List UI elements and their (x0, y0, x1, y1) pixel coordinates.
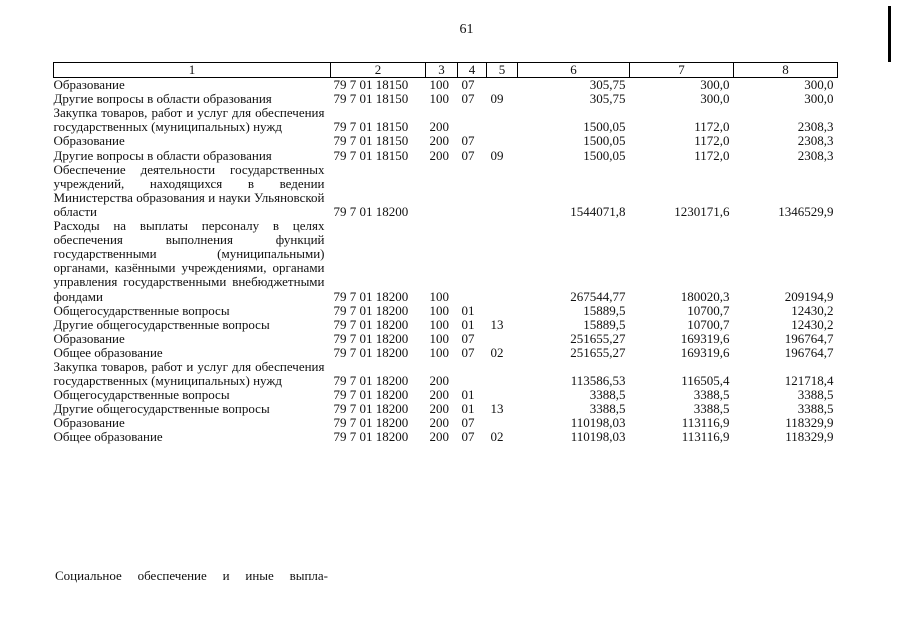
section-code: 07 (461, 415, 475, 431)
target-code: 79 7 01 18150 (333, 91, 409, 107)
item-name: Образование (53, 133, 125, 149)
target-code: 79 7 01 18200 (333, 401, 409, 417)
column-header: 3 (426, 63, 458, 78)
amount-col8: 1346529,9 (778, 203, 834, 219)
target-code: 79 7 01 18200 (333, 330, 409, 346)
amount-col6: 305,75 (589, 77, 626, 93)
item-name: Образование (53, 77, 125, 93)
item-name: Закупка товаров, работ и услуг для обеспечения государственных (муниципальных) нужд (53, 358, 325, 389)
item-name: Другие общегосударственные вопросы (53, 401, 270, 417)
table-row (54, 332, 838, 346)
table-row (54, 78, 838, 93)
item-name: Другие вопросы в области образования (53, 91, 272, 107)
target-code: 79 7 01 18200 (333, 344, 409, 360)
amount-col6: 1500,05 (583, 119, 626, 135)
target-code: 79 7 01 18200 (333, 387, 409, 403)
section-code (458, 360, 487, 388)
table-row (54, 219, 838, 304)
subsection-code: 09 (490, 91, 504, 107)
amount-col7: 1172,0 (694, 119, 730, 135)
budget-table (53, 62, 838, 445)
column-header: 1 (54, 63, 331, 78)
subsection-code (487, 163, 518, 219)
item-name: Общегосударственные вопросы (53, 387, 230, 403)
page-number: 61 (459, 22, 474, 37)
trailing-text: Социальное обеспечение и иные выпла- (55, 568, 328, 583)
expense-type: 100 (429, 302, 449, 318)
column-header: 4 (458, 63, 487, 78)
target-code: 79 7 01 18200 (333, 316, 409, 332)
amount-col7: 1172,0 (694, 147, 730, 163)
amount-col6: 1500,05 (583, 133, 626, 149)
amount-col8: 209194,9 (784, 288, 834, 304)
subsection-code: 02 (490, 429, 504, 445)
section-code: 01 (461, 387, 475, 403)
expense-type: 100 (429, 316, 449, 332)
target-code: 79 7 01 18200 (333, 203, 409, 219)
amount-col7: 3388,5 (693, 401, 730, 417)
table-row (54, 360, 838, 388)
amount-col6: 110198,03 (570, 415, 626, 431)
subsection-code: 13 (490, 316, 504, 332)
target-code: 79 7 01 18200 (333, 302, 409, 318)
target-code: 79 7 01 18200 (333, 415, 409, 431)
section-code: 07 (461, 147, 475, 163)
target-code: 79 7 01 18200 (333, 373, 409, 389)
item-name: Расходы на выплаты персоналу в целях обеспечения выполнения функций государственными (муниципальными) органами, казёнными учреждениями, органами управления государственными внебюджетными фондами (53, 218, 325, 304)
item-name: Другие вопросы в области образования (53, 147, 272, 163)
target-code: 79 7 01 18150 (333, 119, 409, 135)
expense-type: 200 (429, 401, 449, 417)
amount-col8: 3388,5 (797, 401, 834, 417)
section-code: 01 (461, 401, 475, 417)
item-name: Закупка товаров, работ и услуг для обеспечения государственных (муниципальных) нужд (53, 105, 325, 135)
amount-col8: 118329,9 (785, 415, 834, 431)
table-row (54, 163, 838, 219)
amount-col7: 10700,7 (687, 316, 730, 332)
table-body (54, 78, 838, 445)
amount-col8: 196764,7 (784, 344, 834, 360)
amount-col7: 169319,6 (680, 344, 730, 360)
expense-type: 200 (429, 415, 449, 431)
section-code (458, 219, 487, 304)
header-row (54, 63, 838, 78)
expense-type: 100 (429, 330, 449, 346)
amount-col7: 3388,5 (693, 387, 730, 403)
target-code: 79 7 01 18200 (333, 288, 409, 304)
table-row (54, 416, 838, 430)
column-header: 5 (487, 63, 518, 78)
expense-type: 200 (429, 119, 449, 135)
amount-col8: 2308,3 (797, 133, 834, 149)
section-code: 07 (461, 429, 475, 445)
table-row (54, 388, 838, 402)
subsection-code (487, 304, 518, 318)
item-name: Обеспечение деятельности государственных учреждений, находящихся в ведении Министерства образования и науки Ульяновской области (53, 161, 325, 219)
amount-col6: 113586,53 (570, 373, 626, 389)
item-name: Образование (53, 330, 125, 346)
column-header: 2 (331, 63, 426, 78)
amount-col8: 12430,2 (791, 302, 834, 318)
amount-col7: 1230171,6 (674, 203, 730, 219)
section-code (458, 163, 487, 219)
table-row (54, 106, 838, 134)
amount-col6: 15889,5 (583, 302, 626, 318)
amount-col6: 3388,5 (589, 387, 626, 403)
expense-type: 200 (429, 147, 449, 163)
item-name: Образование (53, 415, 125, 431)
amount-col7: 1172,0 (694, 133, 730, 149)
amount-col7: 169319,6 (680, 330, 730, 346)
amount-col8: 196764,7 (784, 330, 834, 346)
amount-col6: 251655,27 (570, 344, 626, 360)
section-code: 07 (461, 133, 475, 149)
amount-col7: 10700,7 (687, 302, 730, 318)
amount-col8: 121718,4 (784, 373, 834, 389)
amount-col8: 300,0 (804, 77, 834, 93)
subsection-code (487, 219, 518, 304)
target-code: 79 7 01 18200 (333, 429, 409, 445)
amount-col6: 251655,27 (570, 330, 626, 346)
table-row (54, 430, 838, 444)
subsection-code (487, 360, 518, 388)
target-code: 79 7 01 18150 (333, 147, 409, 163)
amount-col8: 12430,2 (791, 316, 834, 332)
item-name: Общее образование (53, 344, 163, 360)
table-row (54, 304, 838, 318)
section-code: 07 (461, 91, 475, 107)
target-code: 79 7 01 18150 (333, 77, 409, 93)
subsection-code (487, 388, 518, 402)
amount-col7: 113116,9 (681, 429, 730, 445)
subsection-code (487, 106, 518, 134)
amount-col7: 300,0 (700, 91, 730, 107)
section-code: 01 (461, 316, 475, 332)
subsection-code (487, 332, 518, 346)
amount-col8: 3388,5 (797, 387, 834, 403)
amount-col6: 110198,03 (570, 429, 626, 445)
amount-col6: 15889,5 (583, 316, 626, 332)
expense-type: 100 (429, 77, 449, 93)
amount-col8: 2308,3 (797, 119, 834, 135)
table-row (54, 318, 838, 332)
table-row (54, 92, 838, 106)
subsection-code (487, 416, 518, 430)
expense-type: 200 (429, 387, 449, 403)
amount-col6: 3388,5 (589, 401, 626, 417)
item-name: Общее образование (53, 429, 163, 445)
expense-type: 100 (429, 344, 449, 360)
column-header: 6 (518, 63, 630, 78)
column-header: 8 (734, 63, 838, 78)
amount-col6: 305,75 (589, 91, 626, 107)
table-row (54, 402, 838, 416)
amount-col8: 118329,9 (785, 429, 834, 445)
subsection-code: 13 (490, 401, 504, 417)
expense-type: 100 (429, 288, 449, 304)
section-code: 07 (461, 77, 475, 93)
table-row (54, 134, 838, 148)
subsection-code (487, 78, 518, 93)
item-name: Общегосударственные вопросы (53, 302, 230, 318)
section-code: 07 (461, 330, 475, 346)
section-code: 01 (461, 302, 475, 318)
subsection-code: 02 (490, 344, 504, 360)
amount-col6: 1544071,8 (570, 203, 626, 219)
amount-col8: 2308,3 (797, 147, 834, 163)
section-code (458, 106, 487, 134)
amount-col6: 267544,77 (570, 288, 626, 304)
subsection-code (487, 134, 518, 148)
target-code: 79 7 01 18150 (333, 133, 409, 149)
subsection-code: 09 (490, 147, 504, 163)
expense-type (426, 163, 458, 219)
amount-col7: 113116,9 (681, 415, 730, 431)
table-row (54, 149, 838, 163)
expense-type: 200 (429, 429, 449, 445)
amount-col8: 300,0 (804, 91, 834, 107)
amount-col7: 180020,3 (680, 288, 730, 304)
section-code: 07 (461, 344, 475, 360)
expense-type: 200 (429, 133, 449, 149)
table-row (54, 346, 838, 360)
column-header: 7 (630, 63, 734, 78)
amount-col6: 1500,05 (583, 147, 626, 163)
amount-col7: 300,0 (700, 77, 730, 93)
margin-rule (888, 6, 891, 62)
item-name: Другие общегосударственные вопросы (53, 316, 270, 332)
amount-col7: 116505,4 (681, 373, 730, 389)
expense-type: 100 (429, 91, 449, 107)
expense-type: 200 (429, 373, 449, 389)
